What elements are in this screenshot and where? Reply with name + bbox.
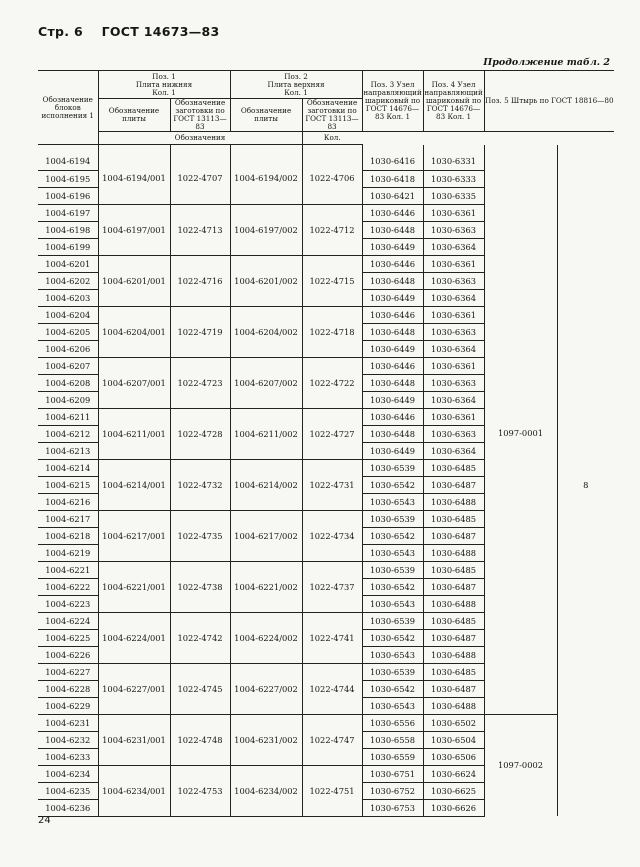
pos4-code: 1030-6364 xyxy=(423,391,484,408)
pos2-blank-code: 1022-4712 xyxy=(302,204,362,255)
block-code: 1004-6204 xyxy=(38,306,98,323)
pos3-code: 1030-6543 xyxy=(362,493,423,510)
pos2-blank-code: 1022-4751 xyxy=(302,765,362,816)
pos3-code: 1030-6416 xyxy=(362,153,423,170)
pos3-code: 1030-6556 xyxy=(362,714,423,731)
pos1-blank-code: 1022-4719 xyxy=(170,306,230,357)
pos4-code: 1030-6364 xyxy=(423,238,484,255)
block-code: 1004-6206 xyxy=(38,340,98,357)
pos4-code: 1030-6487 xyxy=(423,578,484,595)
pos4-code: 1030-6487 xyxy=(423,629,484,646)
pos3-code: 1030-6539 xyxy=(362,612,423,629)
block-code: 1004-6211 xyxy=(38,408,98,425)
pos4-code: 1030-6487 xyxy=(423,527,484,544)
block-code: 1004-6233 xyxy=(38,748,98,765)
pos4-code: 1030-6363 xyxy=(423,323,484,340)
pos3-code: 1030-6449 xyxy=(362,340,423,357)
pos1-blank-code: 1022-4716 xyxy=(170,255,230,306)
col-pos5-header: Поз. 5 Штырь по ГОСТ 18816—80 xyxy=(484,71,614,132)
pos1-plate-code: 1004-6201/001 xyxy=(98,255,170,306)
pos3-code: 1030-6539 xyxy=(362,663,423,680)
pos4-code: 1030-6626 xyxy=(423,799,484,816)
pos3-code: 1030-6542 xyxy=(362,680,423,697)
pos4-code: 1030-6363 xyxy=(423,374,484,391)
pos1-plate-code: 1004-6224/001 xyxy=(98,612,170,663)
pos4-code: 1030-6488 xyxy=(423,544,484,561)
pos5-code: 1097-0001 xyxy=(484,153,557,714)
col-pos1-header: Поз. 1 Плита нижняя Кол. 1 xyxy=(98,71,230,99)
block-code: 1004-6224 xyxy=(38,612,98,629)
pos3-code: 1030-6543 xyxy=(362,544,423,561)
pos2-plate-code: 1004-6194/002 xyxy=(230,153,302,204)
pos4-code: 1030-6361 xyxy=(423,255,484,272)
block-code: 1004-6213 xyxy=(38,442,98,459)
pos3-code: 1030-6449 xyxy=(362,442,423,459)
pos2-plate-code: 1004-6211/002 xyxy=(230,408,302,459)
block-code: 1004-6219 xyxy=(38,544,98,561)
block-code: 1004-6221 xyxy=(38,561,98,578)
pos2-plate-code: 1004-6207/002 xyxy=(230,357,302,408)
pos2-blank-code: 1022-4747 xyxy=(302,714,362,765)
pos3-code: 1030-6446 xyxy=(362,408,423,425)
pos1-plate-code: 1004-6204/001 xyxy=(98,306,170,357)
pos4-code: 1030-6488 xyxy=(423,697,484,714)
pos1-plate-code: 1004-6197/001 xyxy=(98,204,170,255)
block-code: 1004-6227 xyxy=(38,663,98,680)
pos3-code: 1030-6542 xyxy=(362,578,423,595)
pos1-blank-code: 1022-4742 xyxy=(170,612,230,663)
pos4-code: 1030-6485 xyxy=(423,510,484,527)
table-row xyxy=(38,153,614,170)
block-code: 1004-6203 xyxy=(38,289,98,306)
pos2-plate-code: 1004-6204/002 xyxy=(230,306,302,357)
pos3-code: 1030-6539 xyxy=(362,510,423,527)
block-code: 1004-6222 xyxy=(38,578,98,595)
pos4-code: 1030-6485 xyxy=(423,459,484,476)
pos3-code: 1030-6543 xyxy=(362,646,423,663)
block-code: 1004-6223 xyxy=(38,595,98,612)
block-code: 1004-6212 xyxy=(38,425,98,442)
pos4-code: 1030-6363 xyxy=(423,425,484,442)
block-code: 1004-6194 xyxy=(38,153,98,170)
block-code: 1004-6209 xyxy=(38,391,98,408)
pos2-blank-code: 1022-4718 xyxy=(302,306,362,357)
pos1-blank-code: 1022-4735 xyxy=(170,510,230,561)
pos3-code: 1030-6449 xyxy=(362,238,423,255)
pos3-code: 1030-6558 xyxy=(362,731,423,748)
block-code: 1004-6199 xyxy=(38,238,98,255)
pos4-code: 1030-6363 xyxy=(423,221,484,238)
block-code: 1004-6205 xyxy=(38,323,98,340)
block-code: 1004-6208 xyxy=(38,374,98,391)
pos3-code: 1030-6448 xyxy=(362,221,423,238)
pos2-plate-code: 1004-6231/002 xyxy=(230,714,302,765)
col-qty-header: Кол. xyxy=(302,132,362,145)
pos2-blank-code: 1022-4737 xyxy=(302,561,362,612)
page-header xyxy=(38,24,220,39)
col-pos2-plate: Обозначение плиты xyxy=(230,99,302,132)
pos3-code: 1030-6543 xyxy=(362,697,423,714)
pos3-code: 1030-6752 xyxy=(362,782,423,799)
pos2-plate-code: 1004-6201/002 xyxy=(230,255,302,306)
pos4-code: 1030-6488 xyxy=(423,595,484,612)
pos1-blank-code: 1022-4723 xyxy=(170,357,230,408)
pos2-blank-code: 1022-4727 xyxy=(302,408,362,459)
pos3-code: 1030-6446 xyxy=(362,255,423,272)
pos1-plate-code: 1004-6231/001 xyxy=(98,714,170,765)
block-code: 1004-6226 xyxy=(38,646,98,663)
block-code: 1004-6195 xyxy=(38,170,98,187)
pos1-plate-code: 1004-6211/001 xyxy=(98,408,170,459)
block-code: 1004-6235 xyxy=(38,782,98,799)
block-code: 1004-6229 xyxy=(38,697,98,714)
pos2-blank-code: 1022-4741 xyxy=(302,612,362,663)
block-code: 1004-6216 xyxy=(38,493,98,510)
pos1-plate-code: 1004-6227/001 xyxy=(98,663,170,714)
pos2-blank-code: 1022-4731 xyxy=(302,459,362,510)
pos4-code: 1030-6364 xyxy=(423,289,484,306)
pos4-code: 1030-6487 xyxy=(423,476,484,493)
pos2-blank-code: 1022-4706 xyxy=(302,153,362,204)
pos4-code: 1030-6363 xyxy=(423,272,484,289)
pos1-plate-code: 1004-6207/001 xyxy=(98,357,170,408)
block-code: 1004-6198 xyxy=(38,221,98,238)
col-pos1-blank: Обозначение заготовки по ГОСТ 13113—83 xyxy=(170,99,230,132)
pos2-plate-code: 1004-6217/002 xyxy=(230,510,302,561)
pos5-code: 1097-0002 xyxy=(484,714,557,816)
pos3-code: 1030-6543 xyxy=(362,595,423,612)
pos4-code: 1030-6488 xyxy=(423,646,484,663)
pos4-code: 1030-6487 xyxy=(423,680,484,697)
pos4-code: 1030-6364 xyxy=(423,340,484,357)
pos1-blank-code: 1022-4748 xyxy=(170,714,230,765)
table-body xyxy=(38,145,614,817)
pos3-code: 1030-6539 xyxy=(362,459,423,476)
block-code: 1004-6231 xyxy=(38,714,98,731)
pos1-plate-code: 1004-6217/001 xyxy=(98,510,170,561)
block-code: 1004-6225 xyxy=(38,629,98,646)
pos3-code: 1030-6446 xyxy=(362,204,423,221)
pos1-blank-code: 1022-4738 xyxy=(170,561,230,612)
pos4-code: 1030-6361 xyxy=(423,408,484,425)
pos1-blank-code: 1022-4732 xyxy=(170,459,230,510)
pos1-plate-code: 1004-6234/001 xyxy=(98,765,170,816)
pos2-blank-code: 1022-4722 xyxy=(302,357,362,408)
pos4-code: 1030-6506 xyxy=(423,748,484,765)
pos3-code: 1030-6448 xyxy=(362,323,423,340)
standard-number: ГОСТ 14673—83 xyxy=(101,24,220,39)
pos1-plate-code: 1004-6214/001 xyxy=(98,459,170,510)
pos3-code: 1030-6753 xyxy=(362,799,423,816)
pos4-code: 1030-6361 xyxy=(423,306,484,323)
pos2-blank-code: 1022-4715 xyxy=(302,255,362,306)
pos4-code: 1030-6504 xyxy=(423,731,484,748)
pos3-code: 1030-6446 xyxy=(362,357,423,374)
pos2-plate-code: 1004-6197/002 xyxy=(230,204,302,255)
block-code: 1004-6215 xyxy=(38,476,98,493)
block-code: 1004-6218 xyxy=(38,527,98,544)
block-code: 1004-6236 xyxy=(38,799,98,816)
col-pos1-plate: Обозначение плиты xyxy=(98,99,170,132)
col-pos2-blank: Обозначение заготовки по ГОСТ 13113—83 xyxy=(302,99,362,132)
col-block-header: Обозначение блоков исполнения 1 xyxy=(38,71,98,145)
pos4-code: 1030-6488 xyxy=(423,493,484,510)
pos4-code: 1030-6485 xyxy=(423,612,484,629)
col-pos2-header: Поз. 2 Плита верхняя Кол. 1 xyxy=(230,71,362,99)
block-code: 1004-6232 xyxy=(38,731,98,748)
pos4-code: 1030-6625 xyxy=(423,782,484,799)
block-code: 1004-6196 xyxy=(38,187,98,204)
pos4-code: 1030-6361 xyxy=(423,357,484,374)
spec-table xyxy=(38,70,614,817)
continuation-label: Продолжение табл. 2 xyxy=(483,57,610,68)
block-code: 1004-6202 xyxy=(38,272,98,289)
block-code: 1004-6228 xyxy=(38,680,98,697)
pos1-blank-code: 1022-4745 xyxy=(170,663,230,714)
pos3-code: 1030-6559 xyxy=(362,748,423,765)
block-code: 1004-6207 xyxy=(38,357,98,374)
pos3-code: 1030-6421 xyxy=(362,187,423,204)
block-code: 1004-6214 xyxy=(38,459,98,476)
col-designation-header: Обозначения xyxy=(98,132,302,145)
page-number: 24 xyxy=(38,815,51,826)
pos2-plate-code: 1004-6227/002 xyxy=(230,663,302,714)
col-pos3-header: Поз. 3 Узел направляющий шариковый по ГОСТ 14676—83 Кол. 1 xyxy=(362,71,423,132)
pos2-plate-code: 1004-6224/002 xyxy=(230,612,302,663)
pos4-code: 1030-6485 xyxy=(423,561,484,578)
pos2-plate-code: 1004-6221/002 xyxy=(230,561,302,612)
pos3-code: 1030-6751 xyxy=(362,765,423,782)
pos3-code: 1030-6542 xyxy=(362,476,423,493)
pos4-code: 1030-6485 xyxy=(423,663,484,680)
pos1-blank-code: 1022-4713 xyxy=(170,204,230,255)
block-code: 1004-6201 xyxy=(38,255,98,272)
pos2-plate-code: 1004-6214/002 xyxy=(230,459,302,510)
pos1-blank-code: 1022-4728 xyxy=(170,408,230,459)
pos2-blank-code: 1022-4744 xyxy=(302,663,362,714)
pos4-code: 1030-6502 xyxy=(423,714,484,731)
pos4-code: 1030-6335 xyxy=(423,187,484,204)
table-header xyxy=(38,71,614,145)
pos4-code: 1030-6333 xyxy=(423,170,484,187)
pos4-code: 1030-6624 xyxy=(423,765,484,782)
pos1-blank-code: 1022-4753 xyxy=(170,765,230,816)
pos3-code: 1030-6448 xyxy=(362,425,423,442)
pos3-code: 1030-6418 xyxy=(362,170,423,187)
pos4-code: 1030-6364 xyxy=(423,442,484,459)
pos2-blank-code: 1022-4734 xyxy=(302,510,362,561)
pos5-qty: 8 xyxy=(557,153,614,816)
pos3-code: 1030-6542 xyxy=(362,527,423,544)
pos3-code: 1030-6449 xyxy=(362,289,423,306)
pos3-code: 1030-6446 xyxy=(362,306,423,323)
col-pos4-header: Поз. 4 Узел направляющий шариковый по ГОСТ 14676—83 Кол. 1 xyxy=(423,71,484,132)
block-code: 1004-6234 xyxy=(38,765,98,782)
pos3-code: 1030-6539 xyxy=(362,561,423,578)
pos1-plate-code: 1004-6221/001 xyxy=(98,561,170,612)
pos3-code: 1030-6448 xyxy=(362,272,423,289)
block-code: 1004-6197 xyxy=(38,204,98,221)
pos1-plate-code: 1004-6194/001 xyxy=(98,153,170,204)
pos2-plate-code: 1004-6234/002 xyxy=(230,765,302,816)
pos3-code: 1030-6449 xyxy=(362,391,423,408)
pos1-blank-code: 1022-4707 xyxy=(170,153,230,204)
pos3-code: 1030-6542 xyxy=(362,629,423,646)
pos4-code: 1030-6361 xyxy=(423,204,484,221)
pos3-code: 1030-6448 xyxy=(362,374,423,391)
pos4-code: 1030-6331 xyxy=(423,153,484,170)
table-row xyxy=(38,714,614,731)
block-code: 1004-6217 xyxy=(38,510,98,527)
page-label: Стр. 6 xyxy=(38,24,83,39)
